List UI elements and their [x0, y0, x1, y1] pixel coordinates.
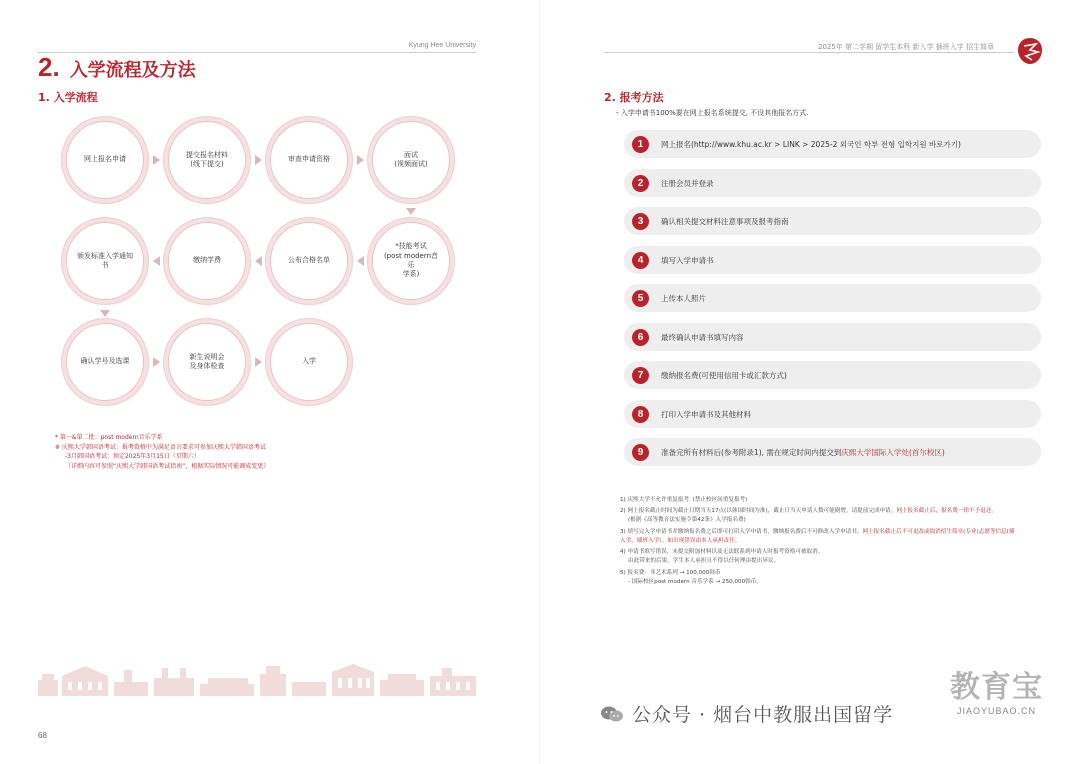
step-label: 网上报名申请 — [84, 155, 126, 164]
campus-skyline — [38, 662, 476, 696]
arrow-left-icon — [255, 256, 262, 266]
watermark-text: 公众号 · 烟台中教服出国留学 — [632, 704, 894, 726]
process-step-2 — [168, 121, 246, 199]
subsection-title-admission-process: 1. 入学流程 — [38, 91, 98, 104]
note-5 — [620, 569, 1020, 587]
note-5-sub: - 国际校区post modern 音乐学系 → 250,000韩币。 — [628, 578, 762, 585]
step-number-badge: 5 — [632, 290, 649, 307]
step-number-badge: 7 — [632, 367, 649, 384]
watermark-logo-sub: JIAOYUBAO.CN — [956, 706, 1036, 716]
section-heading — [38, 52, 196, 83]
arrow-left-icon — [153, 256, 160, 266]
application-step-2 — [624, 169, 1041, 197]
arrow-right-icon — [153, 357, 160, 367]
step-number-badge: 8 — [632, 406, 649, 423]
step-label: *技能考试 (post modern音乐 学系) — [383, 242, 439, 279]
application-step-1 — [624, 130, 1041, 158]
application-intro: - 入学申请书100%要在网上报名系统提交, 不设其他报名方式. — [616, 109, 809, 117]
arrow-down-icon — [100, 310, 110, 317]
note-2-sub: (根据《高等教育法实施令第42条》入学报名费) — [628, 517, 746, 524]
step-number-badge: 3 — [632, 213, 649, 230]
arrow-right-icon — [357, 155, 364, 165]
application-notes — [620, 496, 1020, 589]
arrow-down-icon — [406, 208, 416, 215]
application-step-7 — [624, 361, 1041, 389]
header-rule-right — [604, 52, 1014, 53]
step-text-highlight: 庆熙大学国际入学处(首尔校区) — [841, 447, 945, 457]
site-watermark-logo — [950, 662, 1043, 716]
step-text: 注册会员并登录 — [661, 178, 714, 188]
step-text — [661, 447, 945, 458]
note-3-highlight: 网上报名截止后不可更改或取消招生简章(专业)志愿等信息(插入学，插班入学），如出现错误由本人承担责任。 — [620, 528, 1015, 544]
step-label: 公布合格名单 — [288, 256, 330, 265]
note-line: ※ 庆熙大学韩国语考试：报考资格中为满足语言要求可参加庆熙大学韩国语考试 — [55, 443, 266, 451]
page-gutter — [539, 0, 541, 764]
process-step-3 — [270, 121, 348, 199]
step-text: 最终确认申请书填写内容 — [661, 332, 744, 342]
step-number-badge: 2 — [632, 175, 649, 192]
running-header: 2025年 第二学期 留学生本科 新入学 插班入学 招生简章 — [818, 43, 994, 51]
note-line: * 第一&第二批：post modern音乐学系 — [55, 434, 163, 441]
process-step-4 — [372, 121, 450, 199]
step-label: 入学 — [302, 357, 316, 366]
step-label: 颁发标准入学通知书 — [77, 251, 133, 269]
step-number-badge: 6 — [632, 329, 649, 346]
note-line: -3月韩国语考试：预定2025年3月15日（星期六） — [65, 453, 200, 461]
arrow-left-icon — [357, 256, 364, 266]
note-2 — [620, 507, 1020, 525]
process-notes — [55, 433, 355, 471]
application-step-6 — [624, 323, 1041, 351]
note-3-text: 3) 填写完入学申请书并缴纳报名费之后即可打印入学申请书，缴纳报名费后不可修改入学申请书。 — [620, 528, 863, 535]
step-text: 网上报名(http://www.khu.ac.kr > LINK > 2025-2 외국인 학부 전형 입학지원 바로가기) — [661, 139, 961, 149]
step-text: 打印入学申请书及其他材料 — [661, 409, 751, 419]
step-label: 面试 (视频面试) — [394, 150, 428, 168]
process-step-1 — [66, 121, 144, 199]
step-label: 确认学号及选课 — [80, 357, 130, 366]
step-label: 审查申请资格 — [288, 155, 330, 164]
note-2-text: 2) 网上报名截止时间为截止日期当天17点(以韩国时间为准)，截止日当天申请人数可能剧增，请提前完成申请。 — [620, 508, 897, 515]
application-step-5 — [624, 284, 1041, 312]
application-step-9 — [624, 438, 1041, 466]
university-name: Kyung Hee University — [408, 42, 476, 49]
lion-crest-logo — [1016, 36, 1044, 66]
process-step-9 — [66, 323, 144, 401]
step-label: 提交报名材料 (线下提交) — [186, 150, 228, 168]
step-text: 缴纳报名费(可使用信用卡或汇款方式) — [661, 370, 787, 380]
note-line: （详细内容可参照“庆熙大学韩国语考试指南”，根据实际情况可能调成变更） — [65, 462, 270, 470]
process-step-8 — [66, 222, 144, 300]
section-number: 2. — [38, 52, 60, 82]
process-step-6 — [270, 222, 348, 300]
step-label: 新生说明会 及身体检查 — [189, 352, 225, 370]
page-number-left: 68 — [38, 731, 47, 740]
subsection-title-application-method: 2. 报考方法 — [604, 91, 664, 104]
note-4-text: 4) 申请书填写错误，未提交附加材料以及无法联系到申请人时报考资格可被取消。 — [620, 549, 824, 556]
process-step-10 — [168, 323, 246, 401]
section-title: 入学流程及方法 — [69, 60, 196, 81]
wechat-icon — [600, 705, 624, 723]
process-step-7 — [168, 222, 246, 300]
step-number-badge: 4 — [632, 252, 649, 269]
application-step-3 — [624, 207, 1041, 235]
step-text: 确认相关提交材料注意事项及报考指南 — [661, 216, 789, 226]
step-text: 填写入学申请书 — [661, 255, 714, 265]
watermark-logo-main: 教育宝 — [950, 670, 1043, 705]
process-step-5 — [372, 222, 450, 300]
note-1: 1) 庆熙大学不允许重复报考. (禁止校区间重复报考) — [620, 497, 748, 503]
note-4-sub: 由此带来的后果，学生本人承担且不得以任何理由提出异议。 — [628, 558, 780, 565]
note-4 — [620, 548, 1020, 566]
step-label: 缴纳学费 — [193, 256, 221, 265]
arrow-right-icon — [153, 155, 160, 165]
step-text: 上传本人照片 — [661, 293, 706, 303]
application-step-4 — [624, 246, 1041, 274]
process-step-11 — [270, 323, 348, 401]
arrow-right-icon — [255, 155, 262, 165]
application-step-8 — [624, 400, 1041, 428]
note-5-text: 5) 报名费：非艺术系列 → 100,000韩币 — [620, 569, 721, 576]
step-number-badge: 1 — [632, 136, 649, 153]
step-number-badge: 9 — [632, 444, 649, 461]
step-text-main: 准备完所有材料后(参考附录1), 需在规定时间内提交到 — [661, 447, 842, 457]
note-2-highlight: 网上报名截止后，报名费一律不予退还。 — [896, 508, 998, 515]
wechat-watermark — [600, 700, 893, 727]
note-3 — [620, 528, 1020, 546]
arrow-right-icon — [255, 357, 262, 367]
